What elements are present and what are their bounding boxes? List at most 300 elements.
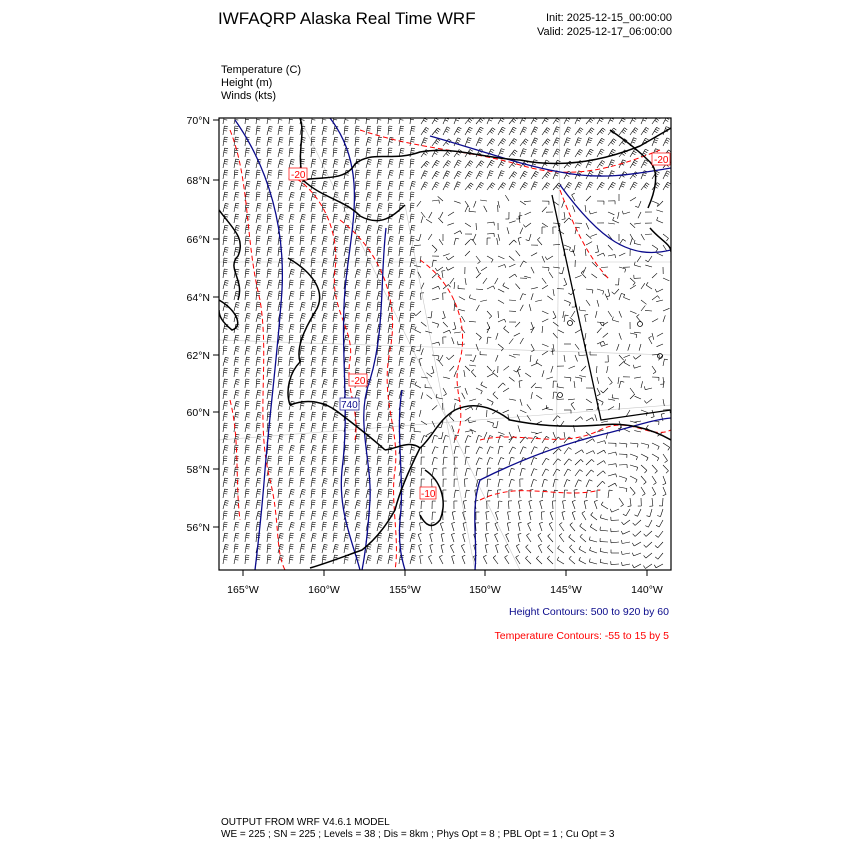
wind-barb: [531, 253, 537, 256]
wind-barb-flag: [236, 192, 240, 193]
wind-barb-flag: [556, 140, 559, 141]
wind-barb-flag: [633, 283, 635, 286]
wind-barb-flag: [224, 427, 228, 428]
wind-barb: [454, 127, 458, 135]
wind-barb-flag: [334, 557, 338, 558]
wind-barb-flag: [378, 219, 382, 220]
wind-barb-flag: [593, 451, 595, 454]
wind-barb-flag: [389, 538, 393, 539]
wind-barb-flag: [468, 164, 471, 166]
wind-barb-flag: [346, 392, 349, 393]
wind-barb-flag: [378, 139, 382, 140]
wind-barb: [658, 542, 663, 548]
wind-barb-flag: [313, 115, 316, 116]
wind-barb-flag: [411, 326, 414, 327]
wind-barb-flag: [224, 439, 227, 440]
wind-barb-flag: [279, 153, 282, 154]
wind-barb: [454, 332, 461, 333]
wind-barb-flag: [323, 456, 327, 457]
wind-barb: [476, 333, 481, 338]
wind-barb: [425, 331, 432, 333]
wind-barb-flag: [290, 515, 294, 516]
wind-barb: [586, 128, 591, 135]
wind-barb-flag: [334, 423, 338, 424]
wind-barb-flag: [479, 173, 482, 175]
wind-barb-flag: [501, 173, 504, 174]
wind-barb-flag: [279, 273, 283, 274]
wind-barb: [432, 298, 439, 300]
wind-barb-flag: [367, 549, 370, 550]
wind-barb-flag: [655, 138, 658, 139]
wind-barb: [575, 275, 582, 278]
wind-barb: [619, 361, 624, 366]
wind-barb-flag: [367, 271, 370, 272]
wind-barb-flag: [400, 362, 404, 363]
wind-barb-flag: [379, 478, 382, 479]
wind-barb-flag: [280, 434, 283, 435]
wind-barb-flag: [378, 153, 382, 154]
wind-barb: [584, 501, 586, 509]
wind-barb: [498, 432, 505, 435]
wind-barb-flag: [357, 227, 360, 228]
wind-barb-flag: [268, 372, 271, 373]
wind-barb-flag: [603, 291, 604, 294]
wind-barb-flag: [279, 480, 282, 481]
wind-barb-flag: [667, 116, 670, 118]
wind-barb-flag: [412, 225, 416, 226]
wind-barb: [622, 564, 630, 566]
height-contour-legend: Height Contours: 500 to 920 by 60: [509, 606, 669, 618]
wind-barb-flag: [400, 175, 403, 176]
wind-barb-flag: [324, 533, 327, 534]
wind-barb-flag: [578, 164, 581, 166]
wind-barb-flag: [400, 238, 404, 239]
wind-barb-flag: [411, 524, 414, 525]
wind-barb-flag: [224, 307, 227, 308]
wind-barb-flag: [236, 392, 239, 393]
wind-barb-flag: [334, 351, 337, 352]
wind-barb-flag: [235, 185, 239, 186]
wind-barb-flag: [313, 403, 316, 404]
wind-barb-flag: [655, 289, 657, 292]
wind-barb-flag: [522, 175, 525, 177]
wind-barb-flag: [506, 533, 509, 535]
wind-barb-flag: [324, 379, 327, 380]
wind-barb-flag: [291, 258, 294, 259]
wind-barb-flag: [621, 505, 624, 507]
wind-barb-flag: [584, 500, 588, 501]
wind-barb-flag: [411, 527, 415, 528]
wind-barb-flag: [480, 127, 483, 129]
wind-barb-flag: [335, 491, 338, 492]
wind-barb-flag: [378, 373, 381, 374]
wind-barb-flag: [435, 131, 438, 133]
wind-barb-flag: [280, 557, 283, 558]
wind-barb-flag: [446, 257, 448, 260]
wind-barb-flag: [434, 435, 437, 436]
wind-barb-flag: [579, 182, 582, 184]
wind-barb: [495, 278, 498, 284]
wind-barb-flag: [368, 225, 371, 226]
wind-barb-flag: [291, 271, 294, 272]
wind-barb-flag: [390, 170, 393, 171]
wind-barb: [526, 547, 531, 553]
wind-barb-flag: [335, 293, 338, 294]
wind-barb-flag: [656, 249, 658, 252]
wind-barb-flag: [225, 502, 228, 503]
wind-barb: [487, 399, 493, 402]
wind-barb-flag: [545, 186, 548, 188]
wind-barb-flag: [247, 522, 250, 523]
wind-barb-flag: [323, 304, 327, 305]
wind-barb-flag: [290, 296, 293, 297]
wind-barb-flag: [438, 128, 441, 130]
wind-barb-flag: [301, 307, 304, 308]
wind-barb-flag: [632, 142, 635, 143]
wind-barb: [465, 251, 470, 256]
wind-barb-flag: [378, 384, 381, 385]
wind-barb-flag: [401, 522, 405, 523]
wind-barb-flag: [312, 555, 316, 556]
wind-barb: [454, 322, 456, 329]
wind-barb-flag: [246, 258, 250, 259]
wind-barb-flag: [424, 140, 427, 141]
wind-barb-flag: [667, 184, 670, 186]
wind-barb-flag: [356, 436, 360, 437]
wind-barb: [531, 344, 534, 350]
wind-barb-flag: [236, 403, 239, 404]
wind-barb-flag: [400, 120, 404, 121]
wind-barb-flag: [589, 131, 592, 133]
wind-barb-flag: [313, 456, 316, 457]
wind-barb-flag: [557, 127, 560, 128]
wind-barb: [652, 465, 657, 471]
wind-barb-flag: [567, 129, 570, 131]
wind-barb-flag: [290, 469, 293, 470]
wind-barb-flag: [301, 260, 304, 261]
wind-barb-flag: [323, 357, 327, 358]
wind-barb-flag: [356, 439, 360, 440]
wind-barb-flag: [224, 381, 228, 382]
wind-barb-flag: [556, 173, 559, 174]
wind-barb-flag: [481, 391, 483, 394]
wind-barb-flag: [378, 549, 381, 550]
wind-barb-flag: [367, 425, 370, 426]
wind-barb-flag: [247, 181, 250, 182]
wind-barb-flag: [312, 362, 316, 363]
wind-barb-flag: [257, 483, 260, 484]
wind-barb-flag: [334, 537, 338, 538]
wind-barb-flag: [490, 151, 493, 153]
wind-barb-flag: [401, 401, 404, 402]
wind-barb-flag: [246, 414, 250, 415]
wind-barb-flag: [645, 260, 648, 262]
wind-barb-flag: [323, 142, 326, 143]
wind-barb-flag: [665, 175, 668, 177]
wind-barb: [498, 234, 500, 241]
wind-barb-flag: [313, 544, 316, 545]
wind-barb-flag: [389, 164, 392, 165]
wind-barb-flag: [357, 555, 360, 556]
wind-barb-flag: [313, 533, 316, 534]
wind-barb-flag: [412, 478, 416, 479]
wind-barb-flag: [412, 434, 415, 435]
wind-barb: [550, 513, 553, 520]
wind-barb-flag: [290, 438, 293, 439]
wind-barb-flag: [458, 182, 461, 183]
wind-barb: [630, 443, 638, 444]
wind-barb-flag: [236, 348, 239, 349]
wind-barb-flag: [566, 131, 569, 133]
wind-barb-flag: [535, 436, 538, 438]
wind-barb-flag: [334, 214, 337, 215]
wind-barb: [495, 512, 498, 520]
wind-barb-flag: [312, 372, 315, 373]
wind-barb: [547, 558, 553, 564]
wind-barb-flag: [632, 553, 633, 556]
wind-barb-flag: [389, 318, 392, 319]
wind-barb-flag: [302, 511, 305, 512]
wind-barb: [564, 315, 565, 322]
wind-barb-flag: [390, 346, 393, 347]
wind-barb-flag: [555, 175, 558, 176]
wind-barb-flag: [495, 533, 498, 535]
wind-barb: [469, 298, 476, 300]
wind-barb-flag: [378, 538, 381, 539]
wind-barb-flag: [425, 129, 428, 131]
wind-barb: [418, 535, 421, 543]
wind-barb-flag: [323, 230, 326, 231]
wind-barb-flag: [523, 294, 526, 295]
wind-barb: [487, 337, 488, 344]
wind-barb-flag: [511, 131, 514, 133]
wind-barb: [518, 238, 520, 245]
wind-barb: [498, 311, 499, 318]
wind-barb: [514, 333, 520, 336]
wind-barb-flag: [224, 491, 228, 492]
wind-barb-flag: [313, 467, 317, 468]
wind-barb: [597, 430, 604, 432]
wind-barb: [439, 557, 443, 564]
wind-barb-flag: [258, 346, 261, 347]
wind-barb-flag: [544, 479, 547, 480]
wind-barb-flag: [324, 480, 327, 481]
wind-barb-flag: [279, 526, 283, 527]
wind-barb-flag: [400, 527, 404, 528]
wind-barb: [432, 286, 438, 289]
wind-barb-flag: [269, 247, 273, 248]
wind-barb: [608, 474, 616, 476]
wind-barb-flag: [600, 171, 603, 172]
wind-barb-flag: [424, 138, 427, 139]
wind-barb-flag: [302, 315, 305, 316]
wind-barb: [443, 446, 445, 454]
wind-barb-flag: [434, 468, 437, 469]
wind-barb-flag: [400, 329, 403, 330]
wind-barb-flag: [643, 566, 645, 569]
wind-barb-flag: [312, 207, 315, 208]
wind-barb-flag: [501, 149, 504, 150]
wind-barb: [493, 558, 498, 564]
wind-barb-flag: [236, 159, 239, 160]
wind-barb: [630, 238, 632, 245]
wind-barb-flag: [646, 138, 649, 140]
wind-barb: [520, 182, 525, 190]
wind-barb-flag: [301, 249, 305, 250]
wind-barb-flag: [246, 194, 250, 195]
wind-barb-flag: [301, 513, 305, 514]
wind-barb: [531, 287, 538, 289]
wind-barb-flag: [654, 565, 656, 568]
wind-barb-flag: [411, 274, 414, 275]
wind-barb-flag: [290, 263, 293, 264]
wind-barb-flag: [437, 160, 440, 162]
wind-barb: [628, 344, 630, 351]
wind-barb-flag: [290, 164, 293, 165]
wind-barb-flag: [290, 394, 294, 395]
wind-barb-flag: [634, 182, 637, 184]
wind-barb-flag: [301, 414, 304, 415]
wind-barb-flag: [644, 162, 647, 164]
wind-barb-flag: [235, 538, 238, 539]
wind-barb-flag: [312, 359, 315, 360]
wind-barb: [641, 487, 645, 494]
wind-barb-flag: [323, 460, 327, 461]
wind-barb: [450, 546, 454, 553]
wind-barb-flag: [345, 318, 348, 319]
wind-barb-flag: [588, 164, 591, 165]
wind-barb-flag: [401, 313, 404, 314]
wind-barb-flag: [612, 141, 615, 143]
wind-barb-flag: [356, 538, 360, 539]
wind-barb-flag: [525, 437, 528, 439]
wind-barb: [430, 534, 432, 542]
wind-barb-flag: [235, 216, 239, 217]
wind-barb: [504, 366, 510, 370]
wind-barb-flag: [280, 161, 283, 162]
wind-barb-flag: [633, 175, 636, 177]
wind-barb-flag: [600, 548, 601, 552]
wind-barb: [569, 559, 575, 564]
wind-barb-flag: [246, 511, 250, 512]
wind-barb-flag: [633, 493, 636, 495]
wind-barb-flag: [389, 458, 393, 459]
wind-barb-flag: [547, 128, 550, 130]
wind-barb: [564, 448, 569, 455]
wind-barb-flag: [236, 227, 239, 228]
wind-barb: [586, 418, 592, 421]
wind-barb-flag: [268, 230, 272, 231]
wind-barb-flag: [235, 161, 238, 162]
wind-barb-flag: [323, 274, 326, 275]
wind-barb-flag: [657, 127, 660, 129]
wind-barb-flag: [346, 500, 349, 501]
wind-barb-flag: [356, 493, 360, 494]
wind-barb-flag: [635, 160, 638, 162]
wind-barb-flag: [235, 351, 238, 352]
wind-barb: [487, 479, 488, 487]
wind-barb-flag: [368, 216, 371, 217]
wind-barb-flag: [345, 142, 348, 143]
wind-barb: [597, 399, 603, 402]
wind-barb-flag: [246, 537, 249, 538]
wind-barb: [416, 311, 421, 316]
wind-barb-flag: [345, 560, 348, 561]
wind-barb-flag: [312, 227, 315, 228]
wind-barb-flag: [401, 533, 405, 534]
wind-barb-flag: [512, 153, 515, 155]
wind-barb-flag: [345, 494, 348, 495]
wind-barb-flag: [578, 184, 581, 186]
wind-barb: [531, 363, 537, 366]
wind-barb-flag: [247, 456, 250, 457]
wind-barb-flag: [452, 511, 455, 512]
wind-barb-flag: [313, 423, 317, 424]
wind-barb-flag: [225, 335, 228, 336]
wind-barb: [575, 182, 579, 190]
wind-barb: [476, 289, 483, 290]
wind-barb-flag: [291, 447, 294, 448]
wind-barb-flag: [290, 219, 293, 220]
wind-barb-flag: [279, 478, 283, 479]
wind-barb-flag: [367, 205, 371, 206]
wind-barb-flag: [431, 373, 434, 374]
wind-barb-flag: [546, 160, 549, 162]
wind-barb-flag: [280, 544, 283, 545]
wind-barb-flag: [512, 142, 515, 144]
wind-barb-flag: [643, 175, 646, 176]
wind-barb-flag: [379, 368, 382, 369]
wind-barb-flag: [400, 524, 404, 525]
wind-barb-flag: [357, 522, 360, 523]
wind-barb-flag: [236, 115, 239, 116]
wind-barb-flag: [411, 439, 414, 440]
wind-barb-flag: [557, 557, 559, 560]
wind-barb-flag: [668, 447, 670, 450]
wind-barb: [465, 388, 467, 395]
wind-barb-flag: [501, 348, 503, 351]
wind-barb-flag: [367, 296, 370, 297]
wind-barb-flag: [313, 249, 316, 250]
wind-barb: [619, 293, 621, 300]
wind-barb-flag: [400, 249, 404, 250]
wind-barb-flag: [367, 304, 371, 305]
wind-barb-flag: [500, 175, 503, 176]
wind-barb-flag: [389, 370, 392, 371]
wind-barb: [498, 300, 504, 304]
wind-barb-flag: [313, 192, 316, 193]
wind-barb-flag: [368, 401, 372, 402]
wind-barb-flag: [235, 249, 238, 250]
wind-barb-flag: [356, 395, 359, 396]
wind-barb-flag: [493, 392, 495, 395]
wind-barb: [497, 421, 498, 428]
wind-barb-flag: [313, 194, 316, 195]
wind-barb: [624, 520, 630, 525]
wind-barb: [454, 171, 458, 179]
wind-barb-flag: [269, 293, 272, 294]
wind-barb-flag: [312, 395, 315, 396]
wind-barb-flag: [368, 456, 372, 457]
wind-barb-flag: [390, 269, 393, 270]
wind-barb: [431, 523, 432, 531]
wind-barb: [472, 239, 476, 245]
wind-barb-flag: [301, 505, 304, 506]
wind-barb-flag: [268, 359, 271, 360]
wind-barb-flag: [600, 151, 603, 153]
wind-barb-flag: [268, 142, 272, 143]
wind-barb-flag: [279, 383, 283, 384]
